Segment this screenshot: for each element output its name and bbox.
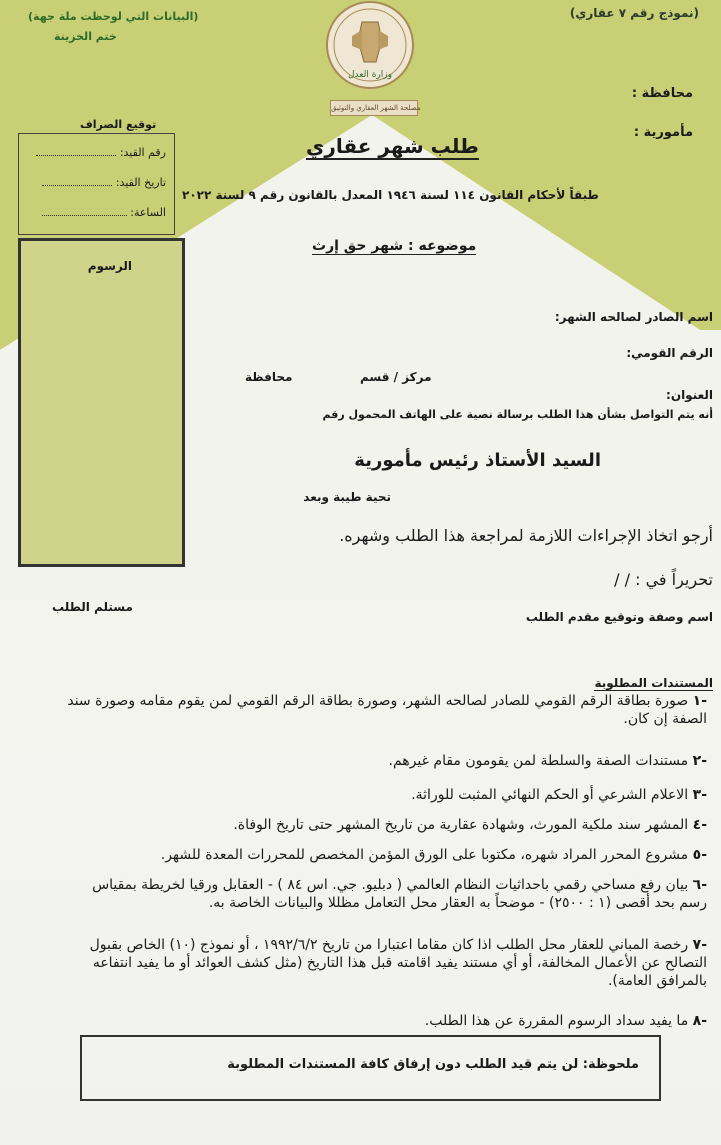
subject: موضوعه : شهر حق إرث [312,238,477,254]
request-text: أرجو اتخاذ الإجراءات اللازمة لمراجعة هذا الطلب وشهره. [339,526,713,545]
receipt-field-entry-no: رقم القيد: [36,146,166,159]
receipt-field-entry-date: تاريخ القيد: [42,176,166,189]
applicant-name-label: اسم الصادر لصالحه الشهر: [554,310,713,324]
page-title: طلب شهر عقاري [306,134,479,158]
document-item-8: -٨ ما يفيد سداد الرسوم المقررة عن هذا الطلب. [424,1013,707,1029]
form-number: (نموذج رقم ٧ عقاري) [569,6,699,20]
documents-heading: المستندات المطلوبة [594,676,713,690]
date-line: تحريراً في : / / [614,570,713,589]
law-line: طبقاً لأحكام القانون ١١٤ لسنة ١٩٤٦ المعدل بالقانون رقم ٩ لسنة ٢٠٢٢ [182,188,599,202]
receipt-title: توقيع الصراف [80,118,157,131]
center-label: مركز / قسم [360,370,432,384]
document-item-7: -٧ رخصة المباني للعقار محل الطلب اذا كان مقاما اعتبارا من تاريخ ١٩٩٢/٦/٢ ، أو نموذج (١٠) الخاص بقبول التصالح عن الأعمال المخالفة، أو أي مستند يفيد اقامته قبل هذا التاريخ (مثل كشف العوائد أو ما يفيد انتفاعه بالمرافق العامة). [89,937,707,989]
national-id-label: الرقم القومي: [626,346,713,360]
receipt-field-time: الساعة: [42,206,166,219]
addressee: السيد الأستاذ رئيس مأمورية [354,450,601,471]
top-left-note: (البيانات التي لوحظت ملة جهة) [28,10,199,23]
document-item-1: -١ صورة بطاقة الرقم القومي للصادر لصالحه الشهر، وصورة بطاقة الرقم القومي لمن يقوم مقامه وصورة سند الصفة إن كان. [67,693,707,727]
document-item-4: -٤ المشهر سند ملكية المورث، وشهادة عقارية من تاريخ المشهر حتى تاريخ الوفاة. [233,817,707,833]
address-label: العنوان: [666,388,713,402]
note-box [80,1035,661,1101]
seal-strip: مصلحة الشهر العقاري والتوثيق [330,100,418,116]
office-label: مأمورية : [633,125,693,140]
governorate-label: محافظة : [631,86,693,101]
document-item-3: -٣ الاعلام الشرعي أو الحكم النهائي المثبت للوراثة. [411,787,707,803]
contact-line: أنه يتم التواصل بشأن هذا الطلب برسالة نصية على الهاتف المحمول رقم [322,408,713,421]
greeting: تحية طيبة وبعد [303,490,391,504]
receipt-box [18,133,175,235]
fees-title: الرسوم [87,259,132,273]
treasury-label: ختم الخزينة [54,30,117,43]
signer-label: اسم وصفة وتوقيع مقدم الطلب [525,610,713,624]
document-item-2: -٢ مستندات الصفة والسلطة لمن يقومون مقام غيرهم. [388,753,707,769]
fees-box [18,238,185,567]
document-item-5: -٥ مشروع المحرر المراد شهره، مكتوبا على الورق المؤمن المخصص للمحررات المعدة للشهر. [160,847,707,863]
receiver-label: مستلم الطلب [52,600,133,614]
note-text: ملحوظة: لن يتم قيد الطلب دون إرفاق كافة المستندات المطلوبة [227,1057,639,1072]
governorate-field-label: محافظة [245,370,293,384]
seal-caption: وزارة العدل [348,70,392,80]
document-item-6: -٦ بيان رفع مساحي رقمي باحداثيات النظام العالمي ( دبليو. جي. اس ٨٤ ) - العقابل ورقيا لخريطة بمقياس رسم بحد أقصى (١ : ٢٥٠٠) - موضحاً به العقار محل التعامل مظللا والبيانات الخاصة به. [92,877,707,911]
ministry-seal [322,0,418,96]
